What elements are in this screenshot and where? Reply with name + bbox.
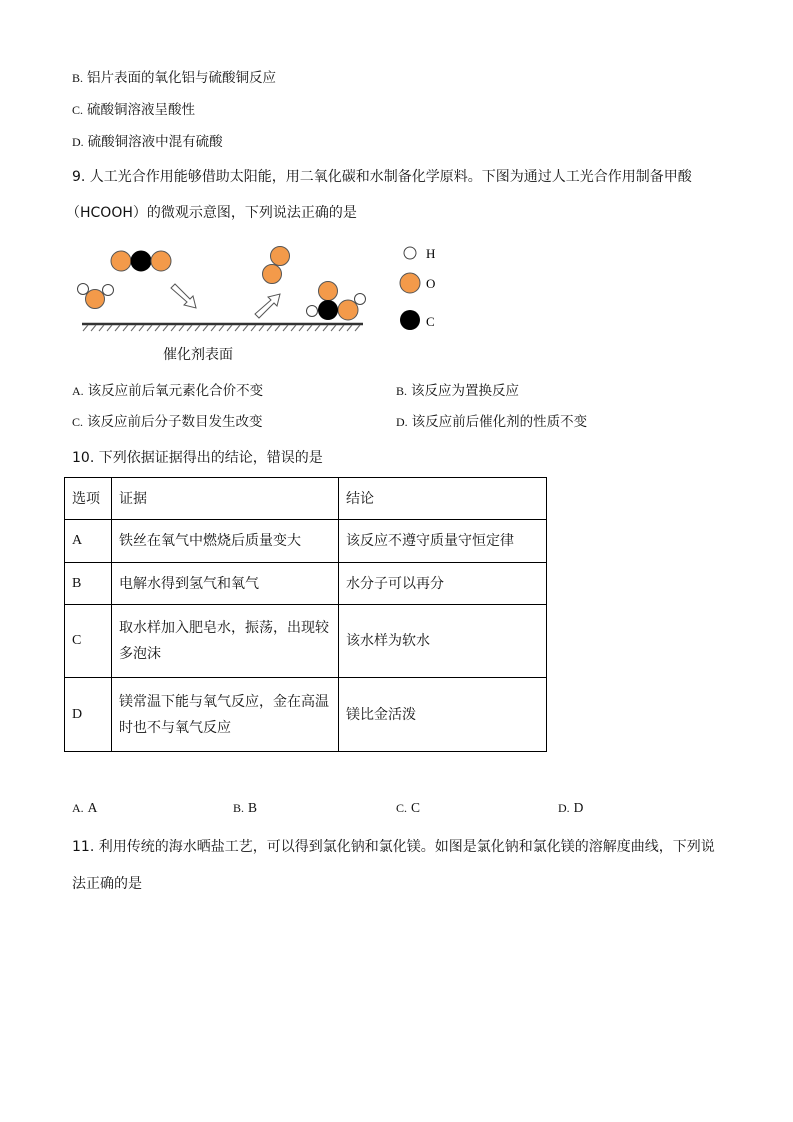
evidence-cell: 镁常温下能与氧气反应，金在高温时也不与氧气反应: [112, 678, 339, 752]
option-letter: D.: [396, 415, 408, 429]
q10-answer-c: [396, 800, 420, 816]
arrow-up-right-icon: [255, 294, 280, 318]
q10-answer-d: [558, 800, 583, 816]
option-text: 该反应前后分子数目发生改变: [87, 414, 263, 430]
q9-stem-line2: （HCOOH）的微观示意图，下列说法正确的是: [66, 205, 357, 221]
q8-option-d: [72, 130, 223, 150]
option-cell: D: [65, 678, 112, 752]
catalyst-surface: [82, 324, 363, 331]
option-letter: B.: [72, 71, 84, 85]
evidence-cell: 电解水得到氢气和氧气: [112, 563, 339, 605]
legend-h-swatch: [404, 247, 416, 259]
option-text: 该反应前后氧元素化合价不变: [87, 383, 264, 399]
option-text: 硫酸铜溶液呈酸性: [87, 102, 196, 118]
q8-option-b: [72, 66, 276, 86]
table-row: [65, 520, 547, 563]
legend-o-label: O: [426, 276, 436, 291]
co2-molecule: [111, 251, 171, 271]
q9-stem-line1: 9. 人工光合作用能够借助太阳能，用二氧化碳和水制备化学原料。下图为通过人工光合作用制备甲酸: [72, 169, 692, 185]
q9-option-b: [396, 379, 519, 399]
option-letter: A.: [72, 801, 84, 815]
option-letter: D.: [558, 801, 570, 815]
q10-stem: 10. 下列依据证据得出的结论，错误的是: [72, 450, 323, 466]
option-letter: C.: [396, 801, 408, 815]
header-cell: 结论: [339, 478, 547, 520]
conclusion-cell: 镁比金活泼: [339, 678, 547, 752]
option-text: 该反应为置换反应: [411, 383, 520, 399]
conclusion-cell: 该反应不遵守质量守恒定律: [339, 520, 547, 563]
q8-option-c: [72, 98, 195, 118]
option-cell: C: [65, 605, 112, 678]
h2o-molecule: [78, 284, 114, 309]
o2-molecule: [263, 247, 290, 284]
q10-answer-b: [233, 800, 257, 816]
option-letter: A.: [72, 384, 84, 398]
evidence-cell: 取水样加入肥皂水，振荡，出现较多泡沫: [112, 605, 339, 678]
legend-c-swatch: [400, 310, 420, 330]
legend-o-swatch: [400, 273, 420, 293]
option-cell: B: [65, 563, 112, 605]
table-row: [65, 605, 547, 678]
q11-stem-line1: 11. 利用传统的海水晒盐工艺，可以得到氯化钠和氯化镁。如图是氯化钠和氯化镁的溶解度曲线，下列说: [72, 839, 715, 855]
legend: [400, 246, 435, 330]
option-text: A: [87, 800, 98, 815]
option-letter: B.: [396, 384, 408, 398]
table-row: [65, 678, 547, 752]
legend-h-label: H: [426, 246, 436, 261]
conclusion-cell: 该水样为软水: [339, 605, 547, 678]
header-cell: 选项: [65, 478, 112, 520]
header-cell: 证据: [112, 478, 339, 520]
evidence-table: [64, 477, 547, 752]
reaction-micro-diagram: [70, 238, 470, 368]
evidence-cell: 铁丝在氧气中燃烧后质量变大: [112, 520, 339, 563]
option-text: D: [573, 800, 584, 815]
option-text: 该反应前后催化剂的性质不变: [411, 414, 588, 430]
option-cell: A: [65, 520, 112, 563]
option-text: 硫酸铜溶液中混有硫酸: [87, 134, 223, 150]
option-letter: D.: [72, 135, 84, 149]
option-text: C: [411, 800, 421, 815]
option-letter: C.: [72, 103, 84, 117]
catalyst-surface-label: 催化剂表面: [163, 347, 233, 363]
option-text: B: [248, 800, 258, 815]
table-header-row: [65, 478, 547, 520]
table-row: [65, 563, 547, 605]
legend-c-label: C: [426, 314, 435, 329]
conclusion-cell: 水分子可以再分: [339, 563, 547, 605]
q10-answer-a: [72, 800, 97, 816]
option-letter: C.: [72, 415, 84, 429]
q9-option-a: [72, 379, 263, 399]
q9-option-c: [72, 410, 263, 430]
option-letter: B.: [233, 801, 245, 815]
q9-option-d: [396, 410, 587, 430]
q11-stem-line2: 法正确的是: [72, 876, 142, 892]
option-text: 铝片表面的氧化铝与硫酸铜反应: [87, 70, 277, 86]
arrow-down-right-icon: [171, 284, 196, 308]
hcooh-molecule: [307, 282, 366, 321]
